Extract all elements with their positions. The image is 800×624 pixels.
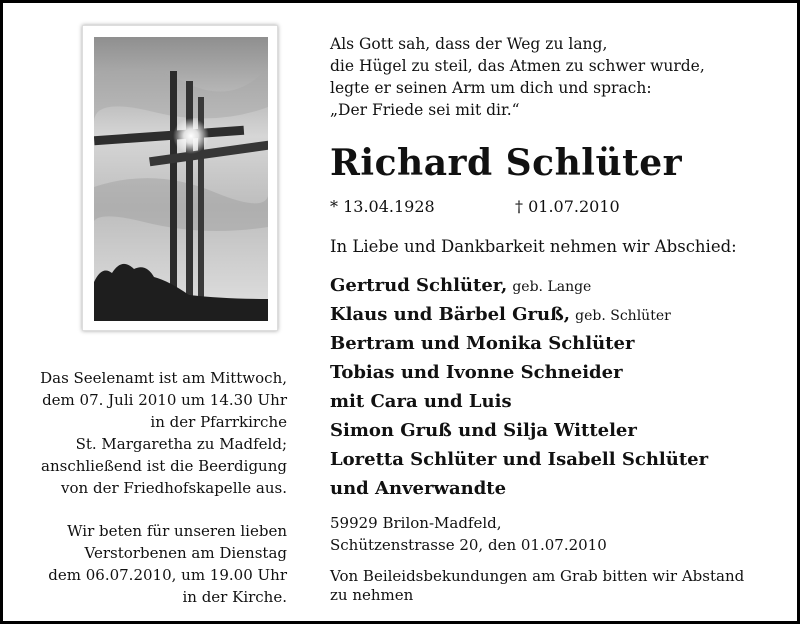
address-line: 59929 Brilon-Madfeld, xyxy=(330,514,502,532)
service-line: von der Friedhofskapelle aus. xyxy=(61,479,287,497)
prayer-line: Verstorbenen am Dienstag xyxy=(84,544,287,562)
prayer-line: dem 06.07.2010, um 19.00 Uhr xyxy=(48,566,287,584)
prayer-line: Wir beten für unseren lieben xyxy=(67,522,287,540)
family-member: Klaus und Bärbel Gruß, geb. Schlüter xyxy=(330,304,671,325)
death-date: † 01.07.2010 xyxy=(515,197,620,216)
service-line: dem 07. Juli 2010 um 14.30 Uhr xyxy=(42,391,287,409)
family-member: Tobias und Ivonne Schneider xyxy=(330,362,623,383)
deceased-name: Richard Schlüter xyxy=(330,142,683,184)
address xyxy=(330,512,607,556)
family-member: Simon Gruß und Silja Witteler xyxy=(330,420,637,441)
prayer-line: in der Kirche. xyxy=(182,588,287,606)
address-line: Schützenstrasse 20, den 01.07.2010 xyxy=(330,536,607,554)
poem-line: die Hügel zu steil, das Atmen zu schwer wurde, xyxy=(330,57,705,75)
poem-line: legte er seinen Arm um dich und sprach: xyxy=(330,79,652,97)
family-member: und Anverwandte xyxy=(330,478,507,499)
birth-date: * 13.04.1928 xyxy=(330,197,435,216)
family-member: Loretta Schlüter und Isabell Schlüter xyxy=(330,449,709,470)
condolence-note xyxy=(330,567,744,605)
crosses-photo xyxy=(94,37,268,321)
family-member: Gertrud Schlüter, geb. Lange xyxy=(330,275,592,296)
family-member: mit Cara und Luis xyxy=(330,391,512,412)
family-member: Bertram und Monika Schlüter xyxy=(330,333,635,354)
service-line: St. Margaretha zu Madfeld; xyxy=(75,435,287,453)
poem xyxy=(330,33,705,121)
service-line: anschließend ist die Beerdigung xyxy=(41,457,287,475)
note-line: zu nehmen xyxy=(330,586,414,604)
poem-line: Als Gott sah, dass der Weg zu lang, xyxy=(330,35,608,53)
service-line: in der Pfarrkirche xyxy=(150,413,287,431)
note-line: Von Beileidsbekundungen am Grab bitten wir Abstand xyxy=(330,567,745,585)
service-info xyxy=(33,367,287,499)
service-line: Das Seelenamt ist am Mittwoch, xyxy=(40,369,287,387)
photo-frame xyxy=(82,25,278,331)
prayer-info xyxy=(33,520,287,608)
poem-line: „Der Friede sei mit dir.“ xyxy=(330,101,520,119)
farewell-intro: In Liebe und Dankbarkeit nehmen wir Abschied: xyxy=(330,237,737,256)
family-list xyxy=(330,271,708,503)
